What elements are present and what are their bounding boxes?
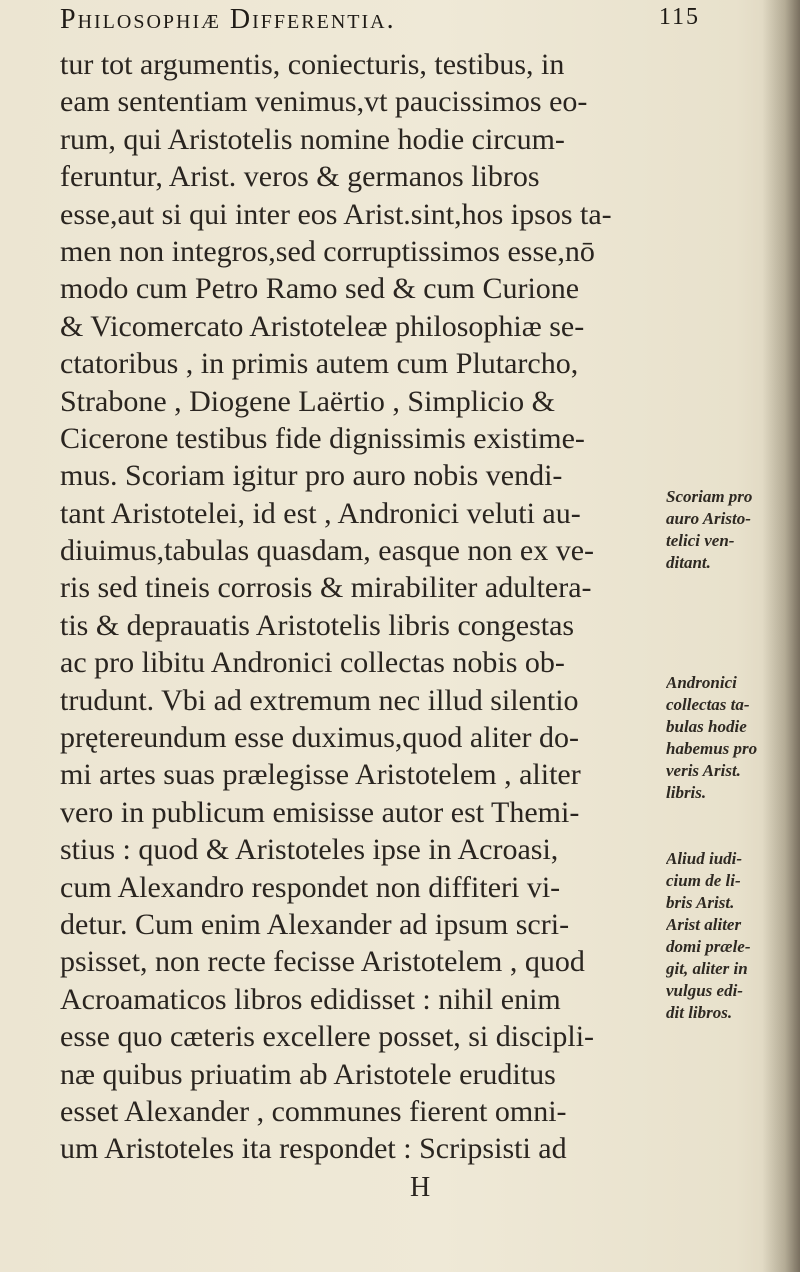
margin-note-line: cium de li- [666, 871, 741, 890]
text-line: detur. Cum enim Alexander ad ipsum scri- [60, 907, 570, 941]
text-line: trudunt. Vbi ad extremum nec illud silentio [60, 683, 579, 717]
margin-note-line: telici ven- [666, 531, 735, 550]
margin-note-line: habemus pro [666, 739, 758, 758]
main-text-block [60, 46, 660, 1168]
page-number: 115 [658, 4, 700, 30]
text-line: ctatoribus , in primis autem cum Plutarcho, [60, 347, 579, 381]
margin-note-line: auro Aristo- [666, 509, 751, 528]
text-line: stius : quod & Aristoteles ipse in Acroasi, [60, 833, 559, 867]
text-line: cum Alexandro respondet non diffiteri vi- [60, 870, 561, 904]
text-line: ac pro libitu Andronici collectas nobis ob- [60, 646, 565, 680]
text-line: esse quo cæteris excellere posset, si discipli- [60, 1020, 595, 1054]
margin-note-line: collectas ta- [666, 695, 750, 714]
page-gutter-shadow [762, 0, 800, 1272]
margin-note-aliud-iudicium [666, 848, 776, 1024]
margin-note-line: ditant. [666, 553, 711, 572]
text-line: Cicerone testibus fide dignissimis existime- [60, 421, 585, 455]
text-line: Strabone , Diogene Laërtio , Simplicio & [60, 384, 555, 418]
text-line: tur tot argumentis, coniecturis, testibus, in [60, 48, 565, 81]
margin-note-line: bulas hodie [666, 717, 747, 736]
margin-note-line: dit libros. [666, 1003, 733, 1022]
text-line: vero in publicum emisisse autor est Themi- [60, 795, 580, 829]
text-line: tis & deprauatis Aristotelis libris congestas [60, 608, 575, 642]
text-line: esse,aut si qui inter eos Arist.sint,hos ipsos ta- [60, 197, 612, 231]
signature-mark: H [410, 1172, 431, 1203]
text-line: mi artes suas prælegisse Aristotelem , aliter [60, 758, 581, 792]
margin-note-line: libris. [666, 783, 707, 802]
text-line: esset Alexander , communes fierent omni- [60, 1094, 567, 1128]
running-header [60, 4, 700, 44]
text-line: mus. Scoriam igitur pro auro nobis vendi- [60, 459, 563, 493]
text-line: Acroamaticos libros edidisset : nihil enim [60, 982, 561, 1016]
text-line: um Aristoteles ita respondet : Scripsisti ad [60, 1132, 567, 1166]
margin-note-line: Scoriam pro [666, 487, 753, 506]
margin-note-line: domi præle- [666, 937, 751, 956]
text-line: tant Aristotelei, id est , Andronici veluti au- [60, 496, 581, 530]
text-line: ris sed tineis corrosis & mirabiliter adultera- [60, 571, 592, 605]
margin-note-line: bris Arist. [666, 893, 735, 912]
text-line: psisset, non recte fecisse Aristotelem , quod [60, 945, 585, 979]
margin-note-line: Aliud iudi- [666, 849, 743, 868]
running-title: Philosophiæ Differentia. [60, 4, 396, 35]
text-line: feruntur, Arist. veros & germanos libros [60, 160, 540, 194]
margin-note-line: Arist aliter [666, 915, 742, 934]
margin-note-line: git, aliter in [666, 959, 748, 978]
text-line: rum, qui Aristotelis nomine hodie circum- [60, 122, 565, 156]
margin-note-line: Andronici [666, 673, 737, 692]
text-line: næ quibus priuatim ab Aristotele eruditus [60, 1057, 556, 1091]
margin-note-line: veris Arist. [666, 761, 741, 780]
text-line: diuimus,tabulas quasdam, easque non ex ve- [60, 534, 595, 568]
margin-note-line: vulgus edi- [666, 981, 743, 1000]
margin-note-andronici [666, 672, 776, 804]
text-line: eam sententiam venimus,vt paucissimos eo- [60, 85, 588, 119]
text-line: prętereundum esse duximus,quod aliter do- [60, 721, 580, 755]
margin-note-scoriam [666, 486, 776, 574]
text-line: & Vicomercato Aristoteleæ philosophiæ se- [60, 309, 585, 343]
text-line: modo cum Petro Ramo sed & cum Curione [60, 272, 580, 306]
text-line: men non integros,sed corruptissimos esse,nō [60, 234, 595, 268]
